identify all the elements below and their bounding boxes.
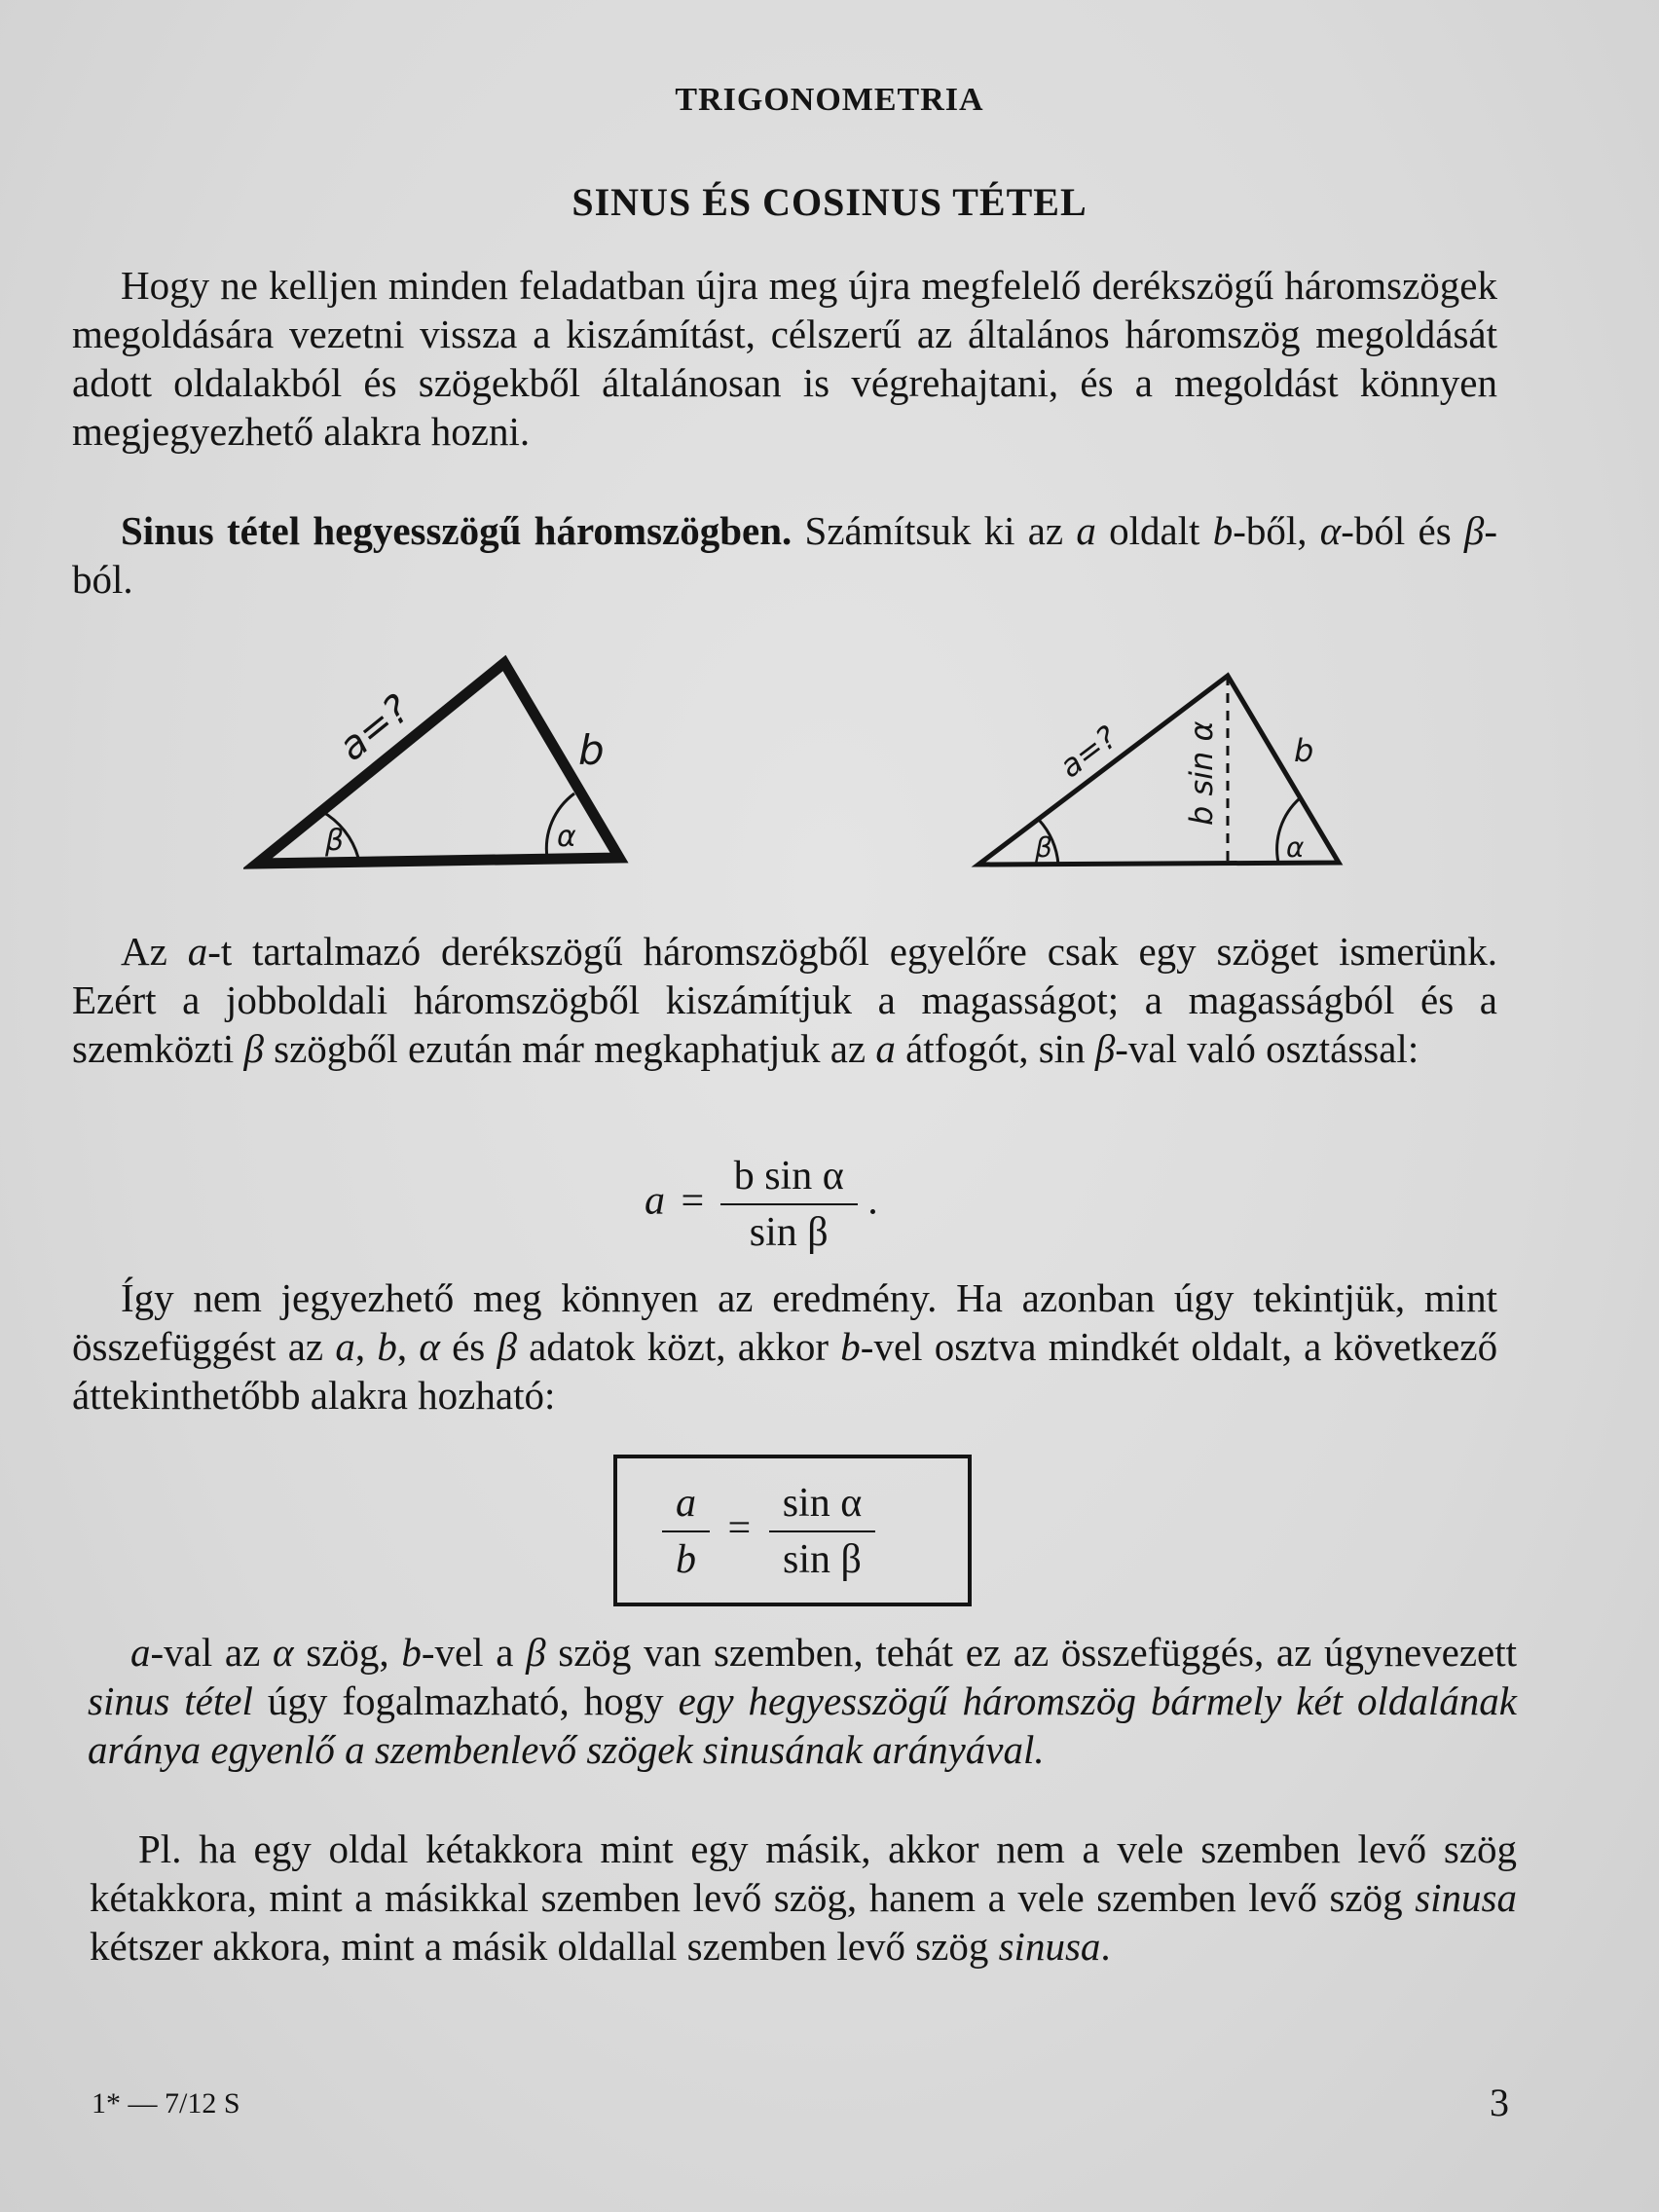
left-triangle-figure xyxy=(243,647,652,881)
paragraph-rearrangement xyxy=(72,1273,1497,1419)
right-label-alpha: α xyxy=(1286,831,1305,864)
italic-sinusa: sinusa xyxy=(1415,1875,1517,1920)
text-run: adatok közt, akkor xyxy=(529,1324,830,1369)
math-var: b xyxy=(377,1324,397,1369)
math-var: α xyxy=(273,1630,294,1675)
text-run: Számítsuk ki az xyxy=(804,508,1064,553)
text-run: -t tartalmazó derékszögű háromszögből egyelőre csak egy szöget ismerünk. Ezért a jobboldali háromszögből kiszámítjuk a magasságot; a magasságból és a szemközti xyxy=(72,929,1497,1071)
text-run: és xyxy=(452,1324,486,1369)
text-run: -vel osztva mindkét oldalt, a következő áttekinthetőbb alakra hozható: xyxy=(72,1324,1498,1418)
printer-signature: 1* — 7/12 S xyxy=(92,2087,240,2120)
math-var: a xyxy=(335,1324,355,1369)
text-run: -ből, xyxy=(1233,508,1308,553)
math-var: β xyxy=(1094,1026,1116,1071)
text-run: -val az xyxy=(150,1630,261,1675)
text-run: , xyxy=(354,1324,366,1369)
section-title: SINUS ÉS COSINUS TÉTEL xyxy=(571,180,1088,224)
math-var: α xyxy=(1319,508,1342,553)
right-label-a: a=? xyxy=(1051,718,1124,786)
right-label-height: b sin α xyxy=(1183,720,1220,826)
italic-sinusa: sinusa xyxy=(998,1924,1101,1969)
text-run: -vel a xyxy=(421,1630,514,1675)
left-label-a: a=? xyxy=(330,686,419,770)
formula-a-equals xyxy=(645,1153,878,1256)
text-run: . xyxy=(1100,1924,1111,1969)
sine-rule-formula xyxy=(662,1480,875,1583)
rhs-numerator: sin α xyxy=(769,1480,876,1532)
math-var: β xyxy=(1463,508,1485,553)
sinus-tetel-term: sinus tétel xyxy=(88,1678,253,1723)
text-run: átfogót, sin xyxy=(905,1026,1086,1071)
right-triangle xyxy=(978,676,1339,865)
sinus-heading: Sinus tétel hegyesszögű háromszögben. xyxy=(121,508,793,553)
formula-period: . xyxy=(867,1178,878,1224)
rhs-denominator: sin β xyxy=(783,1537,862,1582)
text-run: oldalt xyxy=(1109,508,1200,553)
text-run: szög, xyxy=(306,1630,389,1675)
sine-rule-box xyxy=(613,1455,972,1606)
lhs-fraction xyxy=(662,1480,710,1583)
sinus-heading-paragraph xyxy=(72,506,1497,604)
text-run: kétszer akkora, mint a másik oldallal szemben levő szög xyxy=(90,1924,989,1969)
math-var: b xyxy=(1212,508,1234,553)
right-label-b: b xyxy=(1294,732,1314,769)
paragraph-example xyxy=(90,1825,1517,1971)
text-run: -ból. xyxy=(72,508,1497,602)
math-var: a xyxy=(187,929,208,974)
math-var: a xyxy=(1076,508,1096,553)
intro-text: Hogy ne kelljen minden feladatban újra meg újra megfelelő derékszögű háromszögek megoldására vezetni vissza a kiszámítást, célszerű az általános háromszög megoldását adott oldalakból és szögekből általánosan is végrehajtani, és a megoldást könnyen megjegyezhető alakra hozni. xyxy=(72,263,1497,454)
lhs-denominator: b xyxy=(676,1537,696,1582)
math-var: α xyxy=(419,1324,440,1369)
text-run: Az xyxy=(121,929,167,974)
text-run: , xyxy=(396,1324,408,1369)
formula-fraction xyxy=(720,1153,858,1256)
math-var: a xyxy=(130,1630,151,1675)
math-var: β xyxy=(497,1324,517,1369)
formula-lhs: a xyxy=(645,1178,665,1224)
left-label-alpha: α xyxy=(557,820,576,854)
formula-numerator: b sin α xyxy=(720,1153,858,1205)
text-run: Így nem jegyezhető meg könnyen az eredmény. Ha azonban úgy tekintjük, mint összefüggést az xyxy=(72,1275,1497,1369)
text-run: szögből ezután már megkaphatjuk az xyxy=(274,1026,866,1071)
lhs-numerator: a xyxy=(662,1480,710,1532)
text-run: szög van szemben, tehát ez az összefüggés, az úgynevezett xyxy=(558,1630,1518,1675)
rhs-fraction xyxy=(769,1480,876,1583)
paragraph-sine-rule-statement xyxy=(88,1628,1517,1774)
paragraph-height-derivation xyxy=(72,927,1497,1073)
formula-equals: = xyxy=(681,1178,705,1224)
math-var: b xyxy=(840,1324,861,1369)
right-triangle-figure xyxy=(969,662,1358,876)
math-var: a xyxy=(875,1026,896,1071)
math-var: β xyxy=(526,1630,546,1675)
text-run: -ból és xyxy=(1341,508,1452,553)
sine-rule-equals: = xyxy=(727,1505,752,1551)
text-run: úgy fogalmazható, hogy xyxy=(267,1678,664,1723)
math-var: β xyxy=(243,1026,264,1071)
formula-denominator: sin β xyxy=(749,1210,829,1255)
sinus-tetel-statement: egy hegyesszögű háromszög bármely két oldalának aránya egyenlő a szembenlevő szögek sinusának arányával. xyxy=(88,1678,1518,1772)
math-var: b xyxy=(401,1630,422,1675)
left-label-beta: β xyxy=(325,824,345,858)
text-run: Pl. ha egy oldal kétakkora mint egy másik, akkor nem a vele szemben levő szög kétakkora, mint a másikkal szemben levő szög, hanem a vele szemben levő szög xyxy=(90,1826,1517,1920)
right-label-beta: β xyxy=(1035,831,1052,864)
intro-paragraph xyxy=(72,261,1497,456)
running-head: TRIGONOMETRIA xyxy=(675,82,984,118)
text-run: -val való osztással: xyxy=(1115,1026,1419,1071)
page-number: 3 xyxy=(1490,2081,1509,2124)
left-label-b: b xyxy=(578,726,605,774)
